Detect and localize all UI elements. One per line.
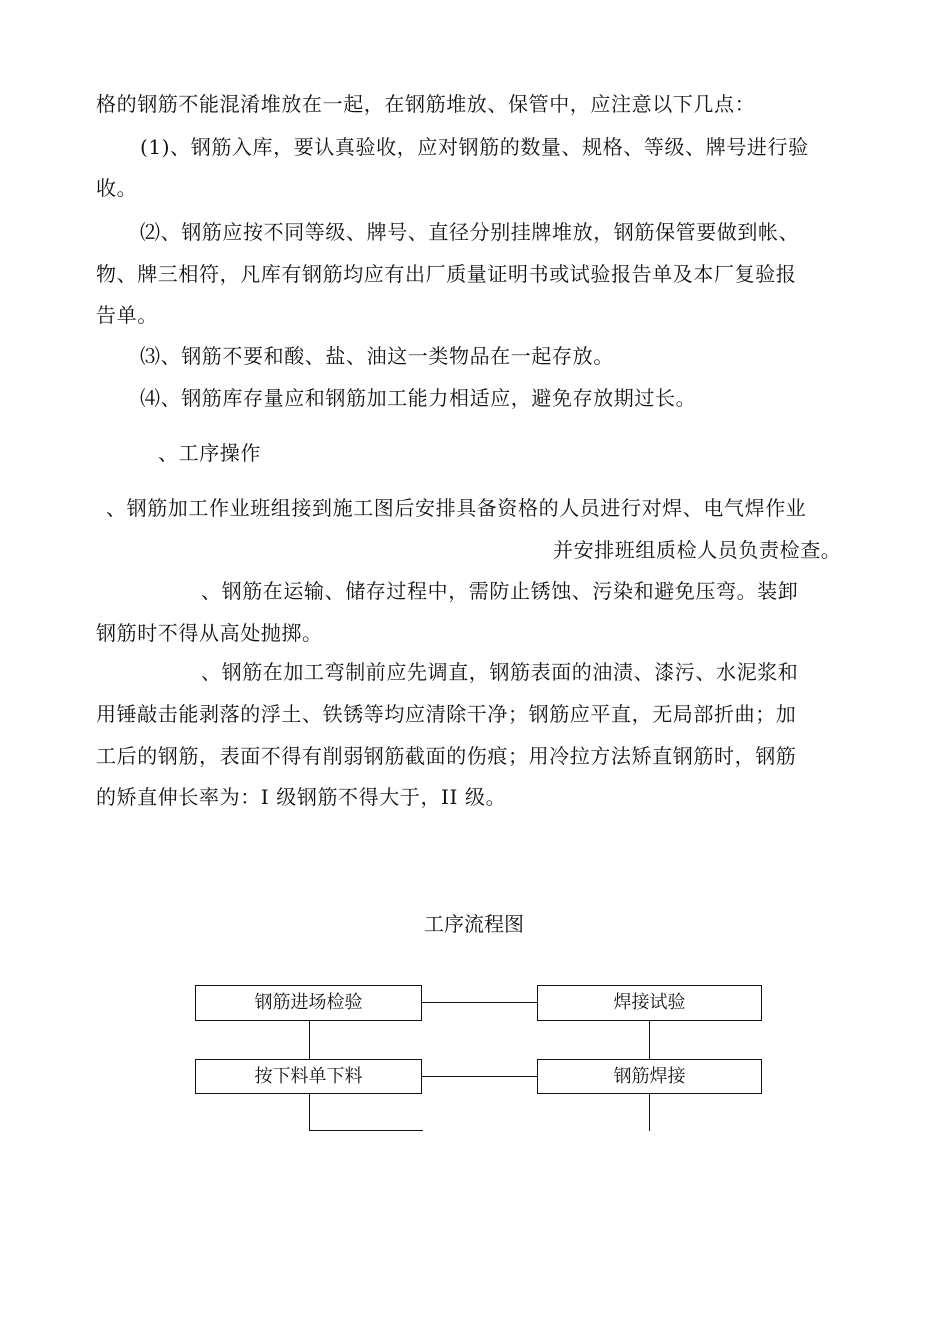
- operation-3-line-1: 、钢筋在加工弯制前应先调直，钢筋表面的油渍、漆污、水泥浆和: [201, 660, 799, 684]
- operation-3-line-2: 用锤敲击能剥落的浮土、铁锈等均应清除干净；钢筋应平直，无局部折曲；加: [96, 702, 797, 726]
- connector-cutting-down: [309, 1094, 310, 1131]
- operation-3-line-3: 工后的钢筋，表面不得有削弱钢筋截面的伤痕；用冷拉方法矫直钢筋时，钢筋: [96, 744, 797, 768]
- operation-1-line-1: 、钢筋加工作业班组接到施工图后安排具备资格的人员进行对焊、电气焊作业: [106, 496, 807, 520]
- flowchart-title: 工序流程图: [424, 912, 524, 936]
- connector-cutting-bottom: [309, 1130, 423, 1131]
- item-2-line-3: 告单。: [96, 303, 158, 327]
- intro-line: 格的钢筋不能混淆堆放在一起，在钢筋堆放、保管中，应注意以下几点：: [96, 92, 756, 116]
- item-4-line: ⑷、钢筋库存量应和钢筋加工能力相适应，避免存放期过长。: [140, 386, 697, 410]
- flow-box-inspection: 钢筋进场检验: [195, 985, 422, 1021]
- operation-2-line-2: 钢筋时不得从高处抛掷。: [96, 621, 323, 645]
- connector-cutting-welding: [422, 1076, 537, 1077]
- item-3-line: ⑶、钢筋不要和酸、盐、油这一类物品在一起存放。: [140, 344, 614, 368]
- flow-box-cutting: 按下料单下料: [195, 1059, 422, 1094]
- operation-1-line-2: 并安排班组质检人员负责检查。: [553, 538, 842, 562]
- connector-inspection-weld-test: [422, 1002, 537, 1003]
- item-1-line-2: 收。: [96, 176, 138, 200]
- flow-box-welding: 钢筋焊接: [537, 1059, 762, 1094]
- connector-weld-test-welding: [649, 1021, 650, 1059]
- section-heading: 、工序操作: [158, 441, 261, 465]
- flow-box-weld-test: 焊接试验: [537, 985, 762, 1021]
- connector-welding-down: [649, 1094, 650, 1131]
- operation-2-line-1: 、钢筋在运输、储存过程中，需防止锈蚀、污染和避免压弯。装卸: [201, 579, 799, 603]
- operation-3-line-4: 的矫直伸长率为：I 级钢筋不得大于，II 级。: [96, 785, 507, 809]
- item-2-line-2: 物、牌三相符，凡库有钢筋均应有出厂质量证明书或试验报告单及本厂复验报: [96, 262, 797, 286]
- connector-inspection-cutting: [309, 1021, 310, 1059]
- item-2-line-1: ⑵、钢筋应按不同等级、牌号、直径分别挂牌堆放，钢筋保管要做到帐、: [140, 220, 800, 244]
- item-1-line-1: (1)、钢筋入库，要认真验收，应对钢筋的数量、规格、等级、牌号进行验: [140, 135, 809, 159]
